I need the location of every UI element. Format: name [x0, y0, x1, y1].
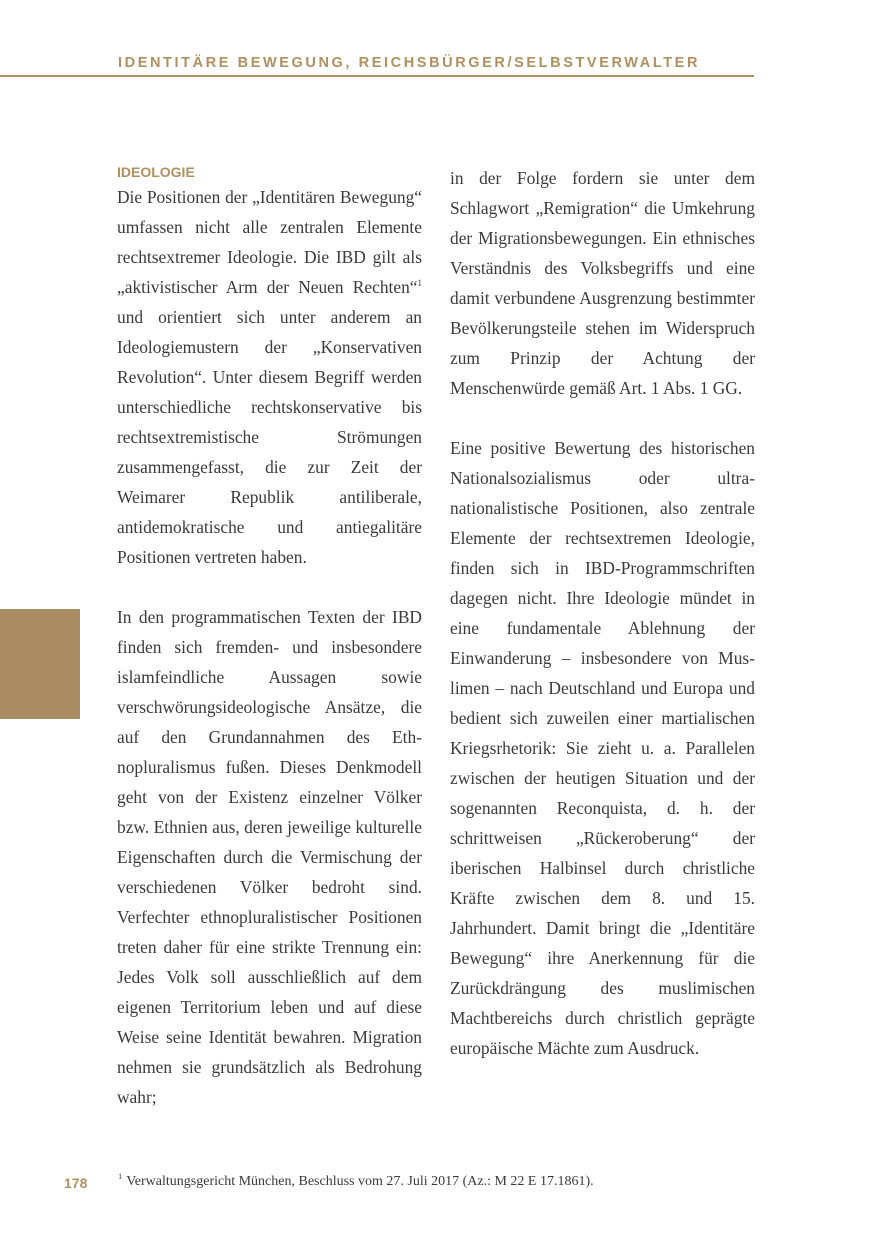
- paragraph-programmatic-texts: In den programmatischen Texten der IBD finden sich fremden- und insbesondere islamfeindliche Aussagen sowie verschwörungsideologische Ansätze, die auf den Grundannahmen des Ethnopluralismus fußen. Dieses Denkmodell geht von der Existenz einzelner Völker bzw. Ethnien aus, deren jeweilige kulturelle Eigenschaften durch die Vermischung der verschiedenen Völker bedroht sind. Verfechter ethnopluralistischer Positionen treten daher für eine strikte Trennung ein: Jedes Volk soll ausschließlich auf dem eigenen Territorium leben und auf diese Weise seine Identität bewahren. Migration nehmen sie grundsätzlich als Bedrohung wahr;: [117, 607, 422, 1107]
- running-header-title: IDENTITÄRE BEWEGUNG, REICHSBÜRGER/SELBSTVERWALTER: [118, 55, 701, 71]
- footnote-reference[interactable]: 1: [417, 278, 422, 288]
- footnote: [118, 1171, 594, 1190]
- footnote-marker: 1: [118, 1171, 123, 1181]
- footnote-text: Verwaltungsgericht München, Beschluss vom 27. Juli 2017 (Az.: M 22 E 17.1861).: [126, 1174, 594, 1189]
- header-divider: [0, 75, 754, 77]
- chapter-side-tab: [0, 609, 80, 719]
- paragraph-text: und orientiert sich unter anderem an Ideologiemustern der „Konservativen Revolution“. Unter diesem Begriff werden unterschiedliche rechtskonservative bis rechtsextremistische Strömungen zusammengefasst, die zur Zeit der Weimarer Republik antiliberale, antidemokratische und antiegalitäre Positionen vertreten haben.: [117, 307, 422, 567]
- left-column: [117, 163, 422, 1112]
- paragraph-national-socialism: Eine positive Bewertung des historischen Nationalsozialismus oder ultranationalistische Positionen, also zentrale Elemente der rechtsextremen Ideologie, finden sich in IBD-Programmschriften dagegen nicht. Ihre Ideologie mündet in eine fundamentale Ablehnung der Einwanderung – insbesondere von Muslimen – nach Deutschland und Europa und bedient sich zuweilen einer martialischen Kriegsrhetorik: Sie zieht u. a. Parallelen zwischen der heutigen Situation und der sogenannten Reconquista, d. h. der schrittweisen „Rückeroberung“ der iberischen Halbinsel durch christliche Kräfte zwischen dem 8. und 15. Jahrhundert. Damit bringt die „Identitäre Bewegung“ ihre Anerkennung für die Zurückdrängung des muslimischen Machtbereichs durch christlich geprägte europäische Mächte zum Ausdruck.: [450, 438, 755, 1058]
- paragraph-text: Die Positionen der „Identitären Bewegung“ umfassen nicht alle zentralen Elemente rechtsextremer Ideologie. Die IBD gilt als „aktivistischer Arm der Neuen Rechten“: [117, 187, 422, 297]
- section-heading: IDEOLOGIE: [117, 164, 195, 180]
- paragraph-remigration: in der Folge fordern sie unter dem Schlagwort „Remigration“ die Umkehrung der Migrationsbewegungen. Ein ethnisches Verständnis des Volksbegriffs und eine damit verbundene Ausgrenzung bestimmter Bevölkerungsteile stehen im Widerspruch zum Prinzip der Achtung der Menschenwürde gemäß Art. 1 Abs. 1 GG.: [450, 168, 755, 398]
- page-number: 178: [64, 1175, 88, 1191]
- right-column: [450, 163, 755, 1063]
- paragraph-positions: [117, 182, 422, 572]
